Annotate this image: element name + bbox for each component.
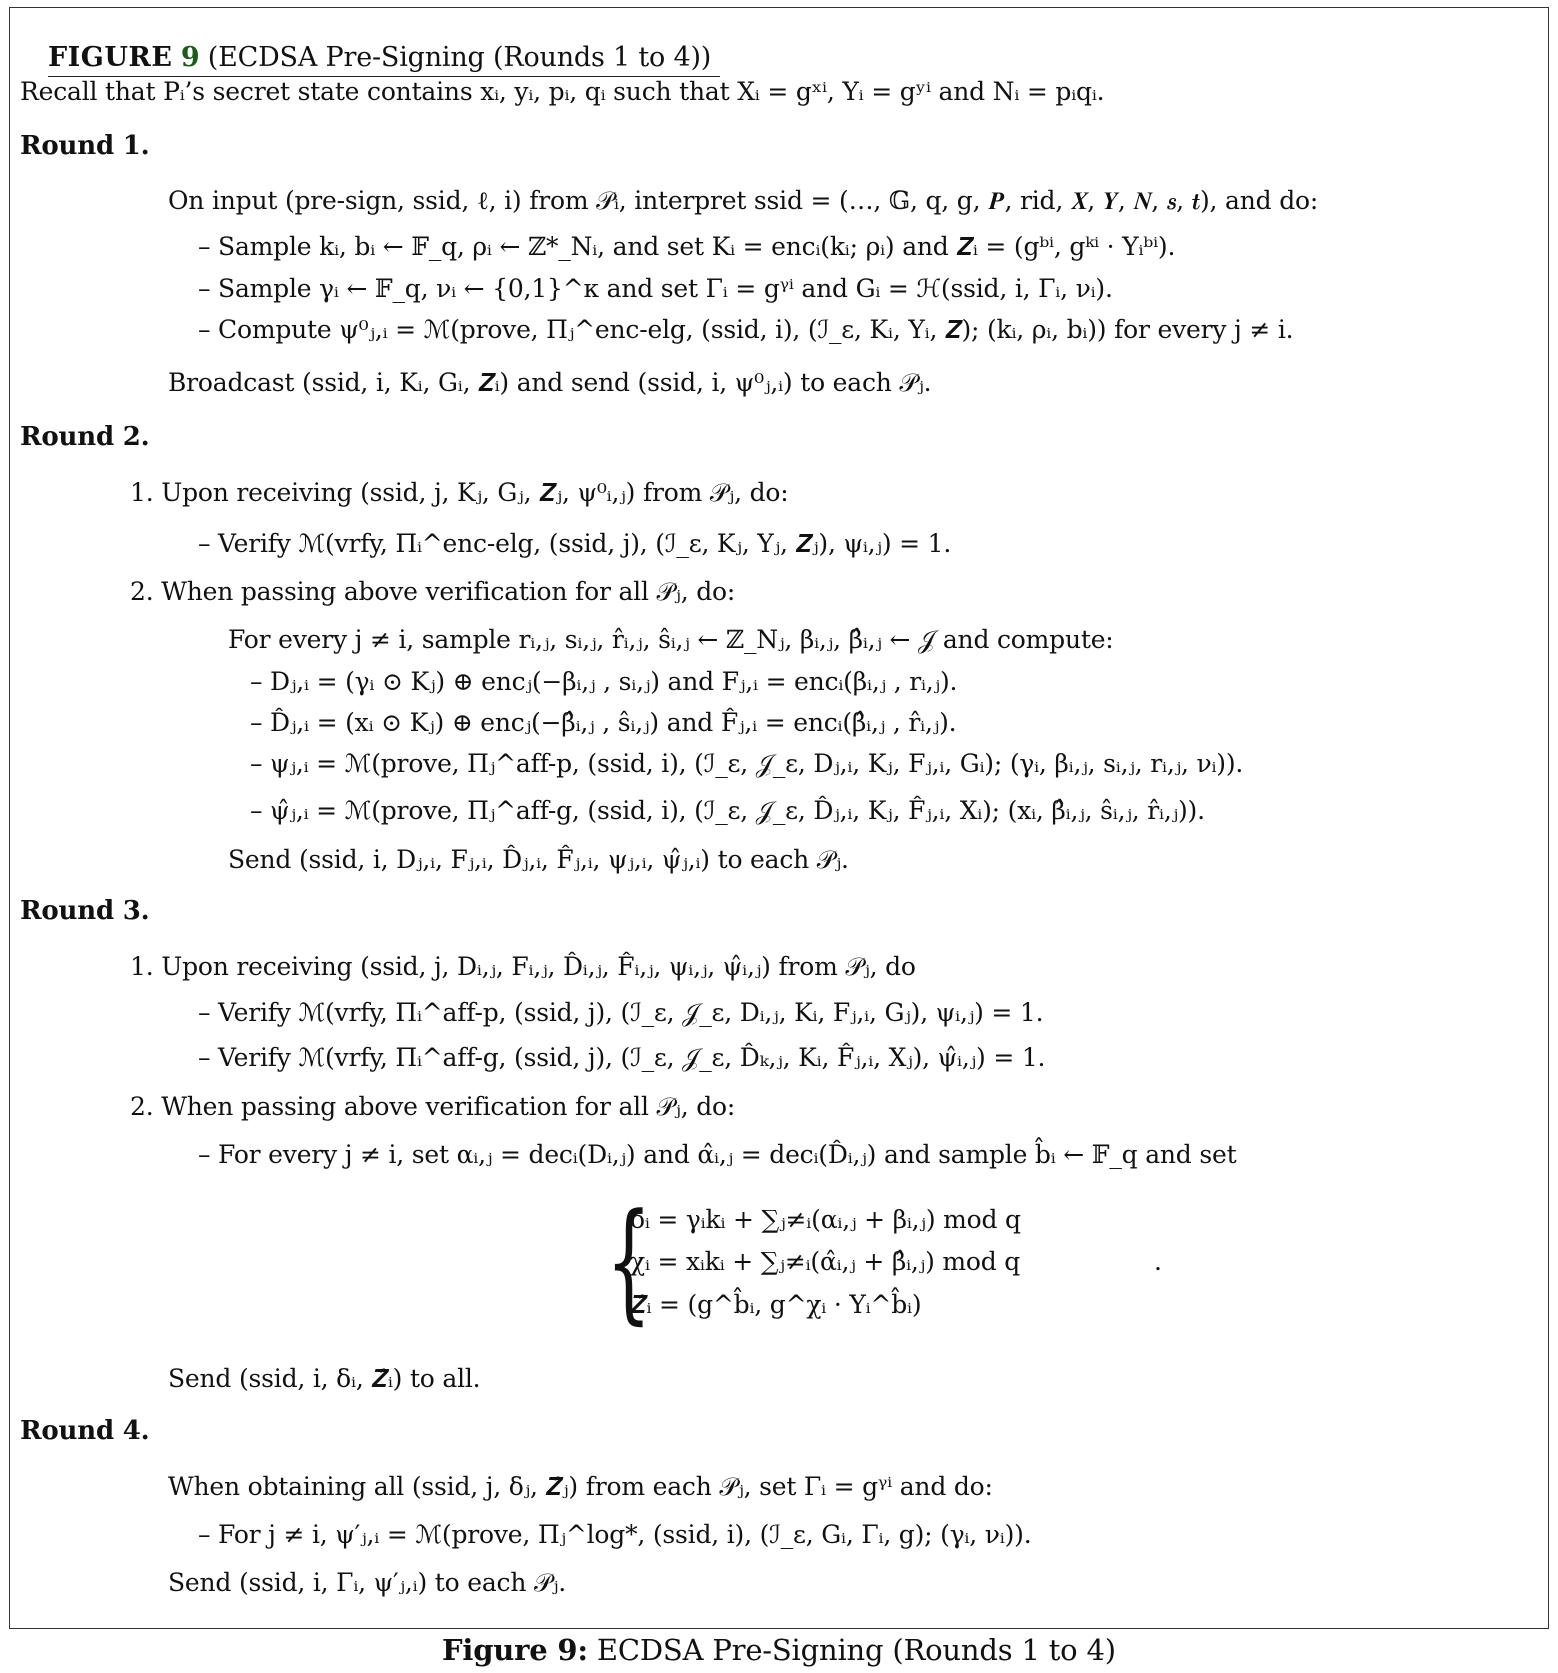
figure-label: FIGURE [48,42,173,73]
round-1-broadcast: Broadcast (ssid, i, Kᵢ, Gᵢ, 𝒁ᵢ) and send (ssid, i, ψ⁰ⱼ,ᵢ) to each 𝒫ⱼ. [168,368,932,397]
figure-title: (ECDSA Pre-Signing (Rounds 1 to 4)) [207,42,712,73]
round-2-step-2: 2. When passing above verification for all 𝒫ⱼ, do: [130,577,736,606]
round-2-item: – D̂ⱼ,ᵢ = (xᵢ ⊙ Kⱼ) ⊕ encⱼ(−β̂ᵢ,ⱼ , ŝᵢ,ⱼ) and F̂ⱼ,ᵢ = encᵢ(β̂ᵢ,ⱼ , r̂ᵢ,ⱼ). [250,708,957,737]
round-3-step-1-item: – Verify ℳ(vrfy, Πᵢ^aff-g, (ssid, j), (ℐ_ε, 𝒥_ε, D̂ₖ,ⱼ, Kᵢ, F̂ⱼ,ᵢ, Xⱼ), ψ̂ᵢ,ⱼ) = 1. [198,1043,1046,1072]
round-2-heading: Round 2. [20,422,150,452]
figure-number: 9 [180,42,200,73]
equation-delta: δᵢ = γᵢkᵢ + ∑ⱼ≠ᵢ(αᵢ,ⱼ + βᵢ,ⱼ) mod q [630,1205,1021,1234]
round-1-item: – Compute ψ⁰ⱼ,ᵢ = ℳ(prove, Πⱼ^enc-elg, (ssid, i), (ℐ_ε, Kᵢ, Yᵢ, 𝒁); (kᵢ, ρᵢ, bᵢ)) for every j ≠ i. [198,315,1294,344]
round-2-item: – Dⱼ,ᵢ = (γᵢ ⊙ Kⱼ) ⊕ encⱼ(−βᵢ,ⱼ , sᵢ,ⱼ) and Fⱼ,ᵢ = encᵢ(βᵢ,ⱼ , rᵢ,ⱼ). [250,667,958,696]
equation-period: . [1154,1247,1162,1276]
round-3-step-2: 2. When passing above verification for all 𝒫ⱼ, do: [130,1092,736,1121]
round-1-item: – Sample kᵢ, bᵢ ← 𝔽_q, ρᵢ ← ℤ*_Nᵢ, and set Kᵢ = encᵢ(kᵢ; ρᵢ) and 𝒁ᵢ = (gᵇⁱ, gᵏⁱ · Yᵢᵇⁱ). [198,232,1176,261]
round-4-item: – For j ≠ i, ψ′ⱼ,ᵢ = ℳ(prove, Πⱼ^log*, (ssid, i), (ℐ_ε, Gᵢ, Γᵢ, g); (γᵢ, νᵢ)). [198,1520,1032,1549]
figure-header [48,44,711,71]
round-3-step-2-item: – For every j ≠ i, set αᵢ,ⱼ = decᵢ(Dᵢ,ⱼ) and α̂ᵢ,ⱼ = decᵢ(D̂ᵢ,ⱼ) and sample b̂ᵢ ← 𝔽_q and set [198,1140,1237,1169]
round-3-step-1: 1. Upon receiving (ssid, j, Dᵢ,ⱼ, Fᵢ,ⱼ, D̂ᵢ,ⱼ, F̂ᵢ,ⱼ, ψᵢ,ⱼ, ψ̂ᵢ,ⱼ) from 𝒫ⱼ, do [130,952,916,981]
equation-z-hat: 𝒁̂ᵢ = (g^b̂ᵢ, g^χᵢ · Yᵢ^b̂ᵢ) [630,1290,922,1319]
round-3-heading: Round 3. [20,896,150,926]
equation-chi: χᵢ = xᵢkᵢ + ∑ⱼ≠ᵢ(α̂ᵢ,ⱼ + β̂ᵢ,ⱼ) mod q [630,1247,1021,1276]
round-2-step-1-item: – Verify ℳ(vrfy, Πᵢ^enc-elg, (ssid, j), (ℐ_ε, Kⱼ, Yⱼ, 𝒁ⱼ), ψᵢ,ⱼ) = 1. [198,529,952,558]
figure-caption [442,1633,1116,1667]
round-1-item: – Sample γᵢ ← 𝔽_q, νᵢ ← {0,1}^κ and set Γᵢ = gᵞⁱ and Gᵢ = ℋ(ssid, i, Γᵢ, νᵢ). [198,274,1113,303]
round-1-input: On input (pre-sign, ssid, ℓ, i) from 𝒫ᵢ, interpret ssid = (…, 𝔾, q, g, 𝑷, rid, 𝑿, 𝒀, 𝑵, 𝒔, 𝒕), and do: [168,186,1319,215]
caption-label: Figure 9: [442,1633,588,1667]
equation-brace: { [606,1185,652,1337]
round-2-item: – ψ̂ⱼ,ᵢ = ℳ(prove, Πⱼ^aff-g, (ssid, i), (ℐ_ε, 𝒥_ε, D̂ⱼ,ᵢ, Kⱼ, F̂ⱼ,ᵢ, Xᵢ); (xᵢ, β̂ᵢ,ⱼ, ŝᵢ,ⱼ, r̂ᵢ,ⱼ)). [250,796,1205,825]
round-2-for-every: For every j ≠ i, sample rᵢ,ⱼ, sᵢ,ⱼ, r̂ᵢ,ⱼ, ŝᵢ,ⱼ ← ℤ_Nⱼ, βᵢ,ⱼ, β̂ᵢ,ⱼ ← 𝒥 and compute: [228,625,1114,654]
caption-text: ECDSA Pre-Signing (Rounds 1 to 4) [596,1633,1116,1667]
round-2-item: – ψⱼ,ᵢ = ℳ(prove, Πⱼ^aff-p, (ssid, i), (ℐ_ε, 𝒥_ε, Dⱼ,ᵢ, Kⱼ, Fⱼ,ᵢ, Gᵢ); (γᵢ, βᵢ,ⱼ, sᵢ,ⱼ, rᵢ,ⱼ, νᵢ)). [250,749,1244,778]
round-4-heading: Round 4. [20,1416,150,1446]
round-3-send: Send (ssid, i, δᵢ, 𝒁̂ᵢ) to all. [168,1364,481,1393]
round-1-heading: Round 1. [20,131,150,161]
round-3-step-1-item: – Verify ℳ(vrfy, Πᵢ^aff-p, (ssid, j), (ℐ_ε, 𝒥_ε, Dᵢ,ⱼ, Kᵢ, Fⱼ,ᵢ, Gⱼ), ψᵢ,ⱼ) = 1. [198,998,1044,1027]
round-2-step-1: 1. Upon receiving (ssid, j, Kⱼ, Gⱼ, 𝒁ⱼ, ψ⁰ᵢ,ⱼ) from 𝒫ⱼ, do: [130,478,789,507]
round-4-send: Send (ssid, i, Γᵢ, ψ′ⱼ,ᵢ) to each 𝒫ⱼ. [168,1568,566,1597]
round-2-send: Send (ssid, i, Dⱼ,ᵢ, Fⱼ,ᵢ, D̂ⱼ,ᵢ, F̂ⱼ,ᵢ, ψⱼ,ᵢ, ψ̂ⱼ,ᵢ) to each 𝒫ⱼ. [228,845,849,874]
round-4-obtain: When obtaining all (ssid, j, δⱼ, 𝒁̂ⱼ) from each 𝒫ⱼ, set Γᵢ = gᵞⁱ and do: [168,1472,993,1501]
recall-line: Recall that Pᵢ’s secret state contains xᵢ, yᵢ, pᵢ, qᵢ such that Xᵢ = gˣⁱ, Yᵢ = gʸⁱ and Nᵢ = pᵢqᵢ. [20,77,1105,106]
